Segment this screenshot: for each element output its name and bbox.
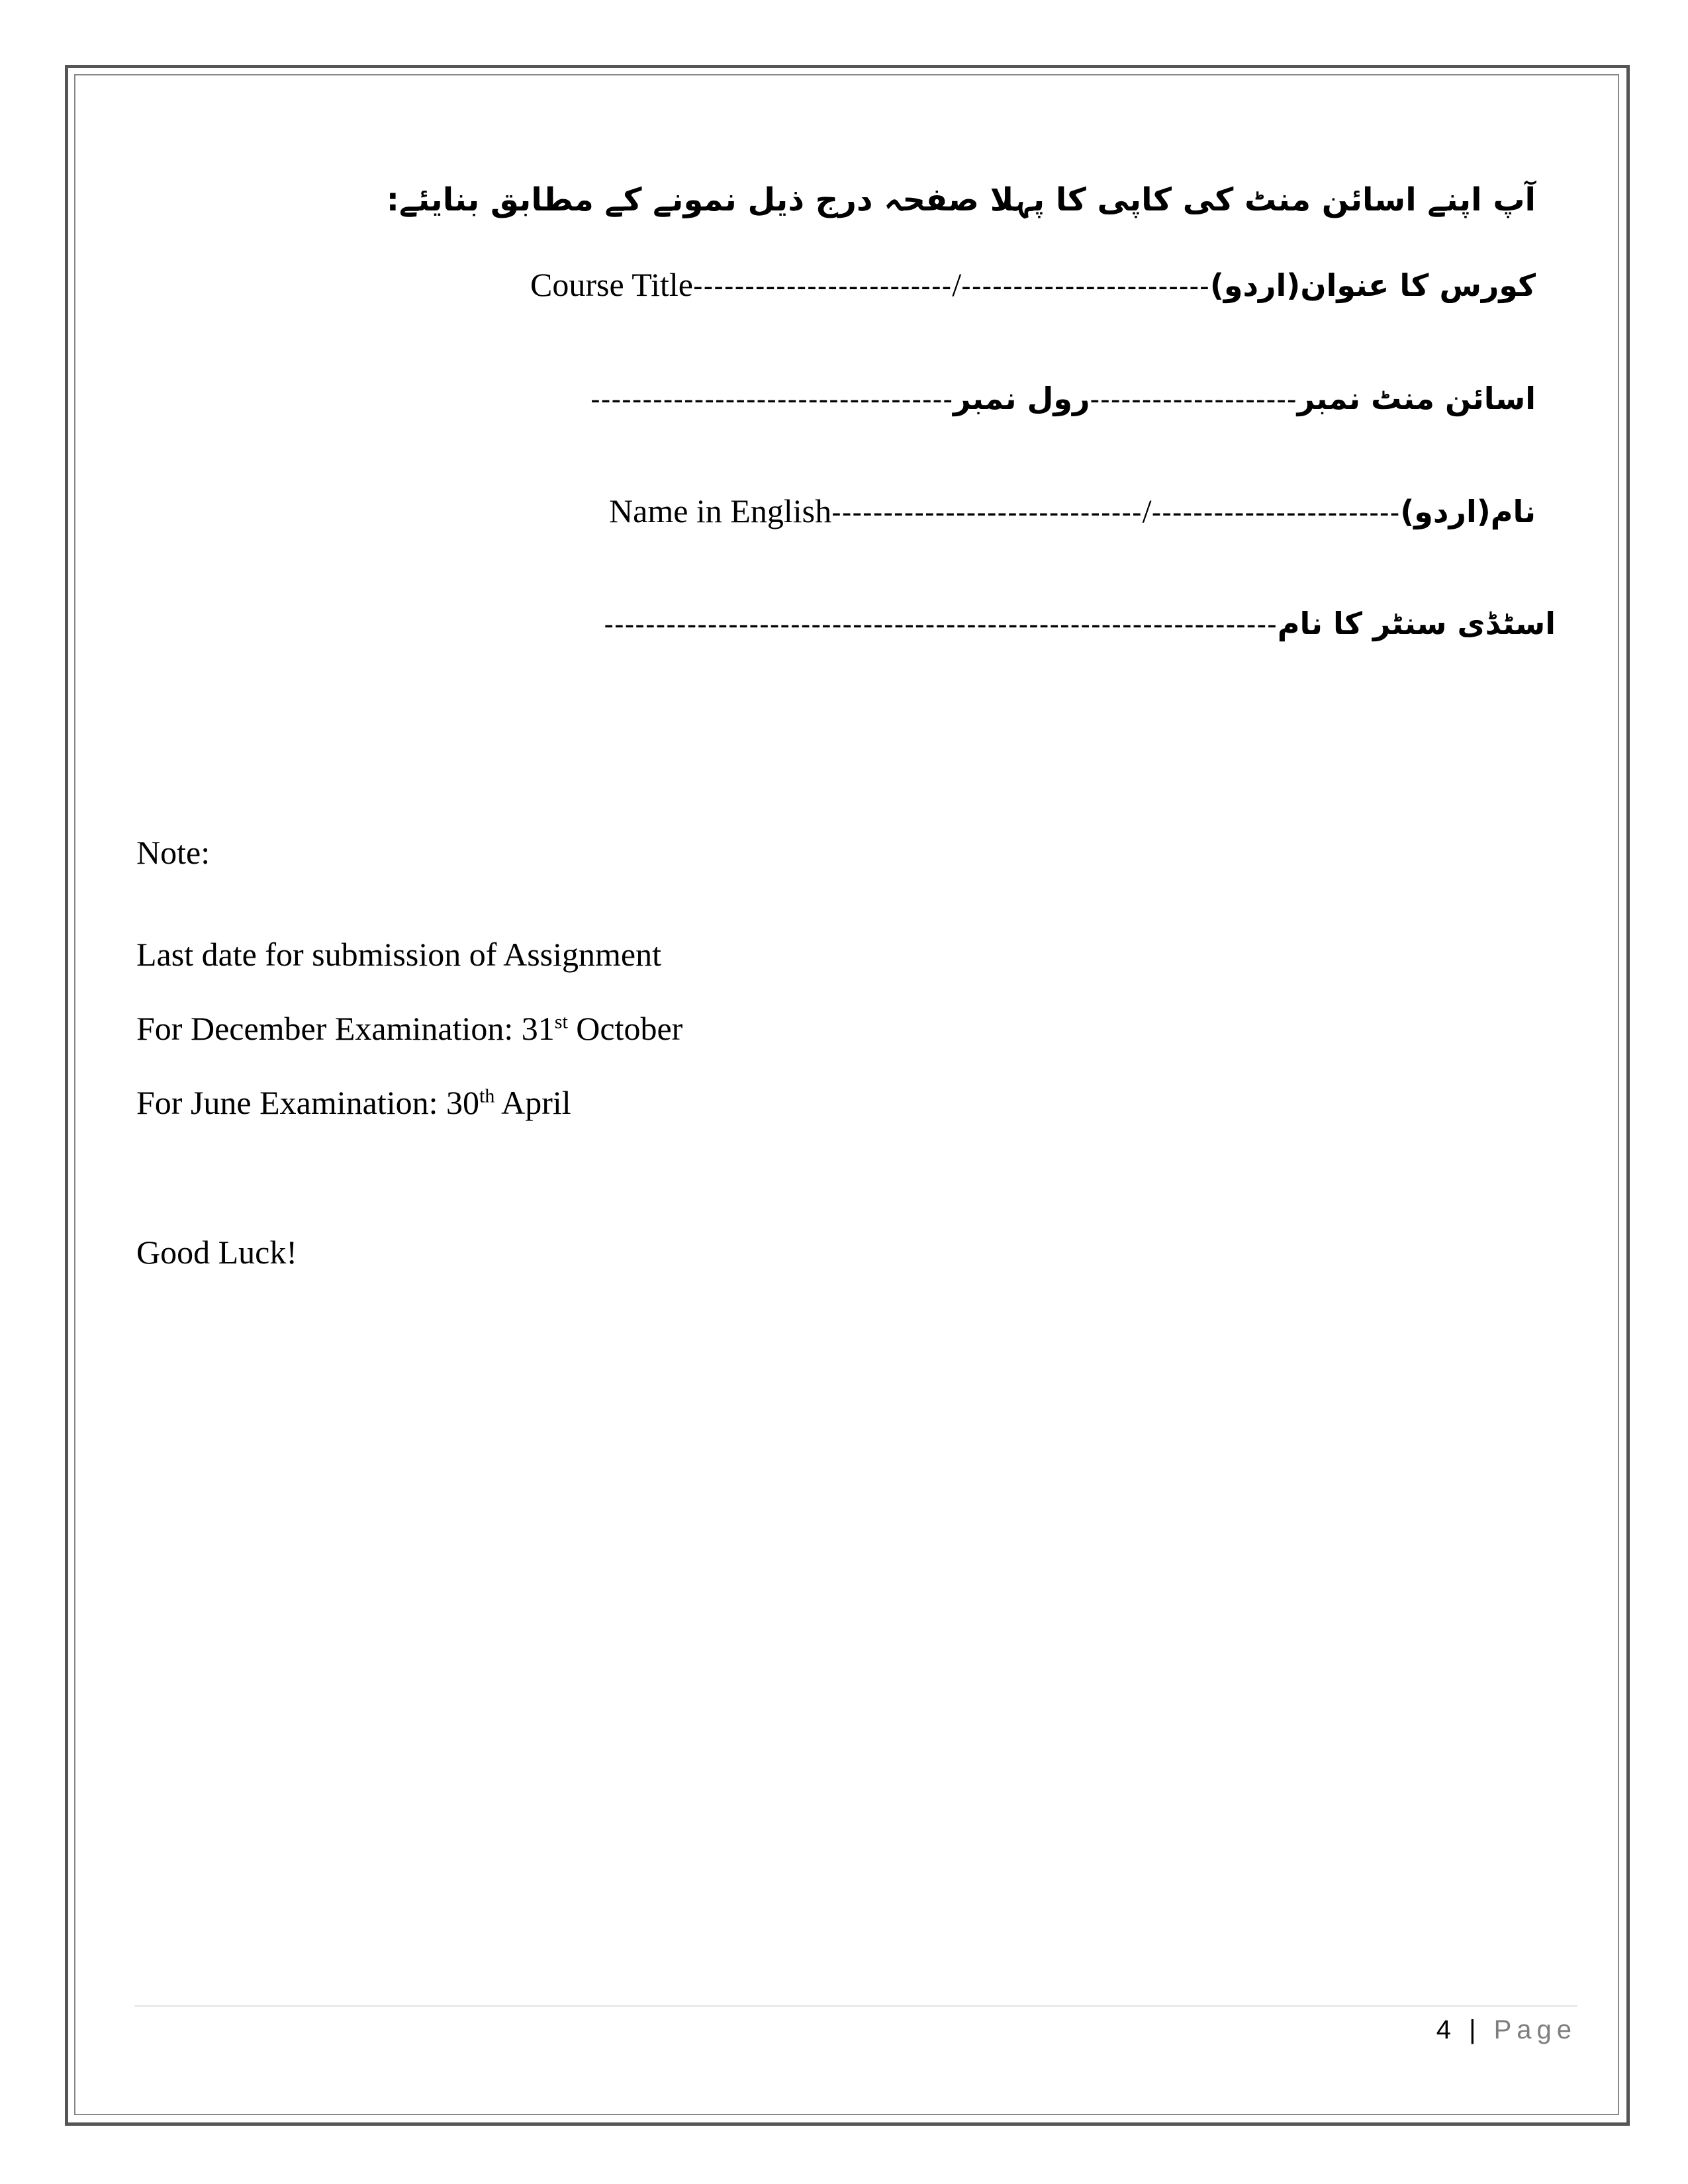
page-separator: | — [1469, 2015, 1481, 2044]
december-sup: st — [554, 1011, 568, 1033]
june-prefix: For June Examination: 30 — [136, 1084, 479, 1121]
june-suffix: April — [494, 1084, 571, 1121]
good-luck: Good Luck! — [136, 1234, 297, 1271]
note-june — [136, 1083, 571, 1122]
name-en-blank: ------------------------------ — [831, 496, 1143, 529]
name-en-label: Name in English — [609, 492, 832, 529]
course-title-slash: / — [952, 266, 962, 303]
name-urdu-label: نام(اردو) — [1400, 494, 1536, 529]
assignment-no-blank: -------------------- — [1090, 383, 1297, 416]
name-urdu-blank: ------------------------ — [1151, 496, 1401, 529]
note-last-date: Last date for submission of Assignment — [136, 936, 661, 973]
instruction-line: آپ اپنے اسائن منٹ کی کاپی کا پہلا صفحہ درج ذیل نمونے کے مطابق بنایئے: — [386, 181, 1536, 218]
june-sup: th — [479, 1085, 495, 1107]
course-title-en-label: Course Title — [530, 266, 693, 303]
study-center-row — [604, 604, 1556, 645]
page-number: 4 — [1436, 2015, 1456, 2044]
page-number-footer — [1436, 2015, 1577, 2045]
course-title-en-blank: ------------------------- — [692, 270, 953, 302]
course-title-urdu-blank: ------------------------ — [961, 270, 1210, 302]
study-center-label: اسٹڈی سنٹر کا نام — [1277, 606, 1556, 641]
roll-no-label: رول نمبر — [953, 381, 1090, 416]
study-center-blank: ----------------------------------------------------------------- — [604, 608, 1278, 641]
name-row — [609, 491, 1536, 533]
course-title-row — [530, 265, 1536, 306]
note-december — [136, 1009, 682, 1048]
assignment-roll-row — [590, 379, 1536, 420]
course-title-urdu-label: کورس کا عنوان(اردو) — [1209, 267, 1536, 303]
assignment-no-label: اسائن منٹ نمبر — [1297, 381, 1536, 416]
footer-rule — [134, 2005, 1577, 2007]
page-word: Page — [1493, 2015, 1577, 2044]
december-suffix: October — [567, 1010, 683, 1047]
december-prefix: For December Examination: 31 — [136, 1010, 555, 1047]
name-slash: / — [1142, 492, 1152, 529]
roll-no-blank: ----------------------------------- — [590, 383, 953, 416]
note-heading: Note: — [136, 834, 211, 871]
